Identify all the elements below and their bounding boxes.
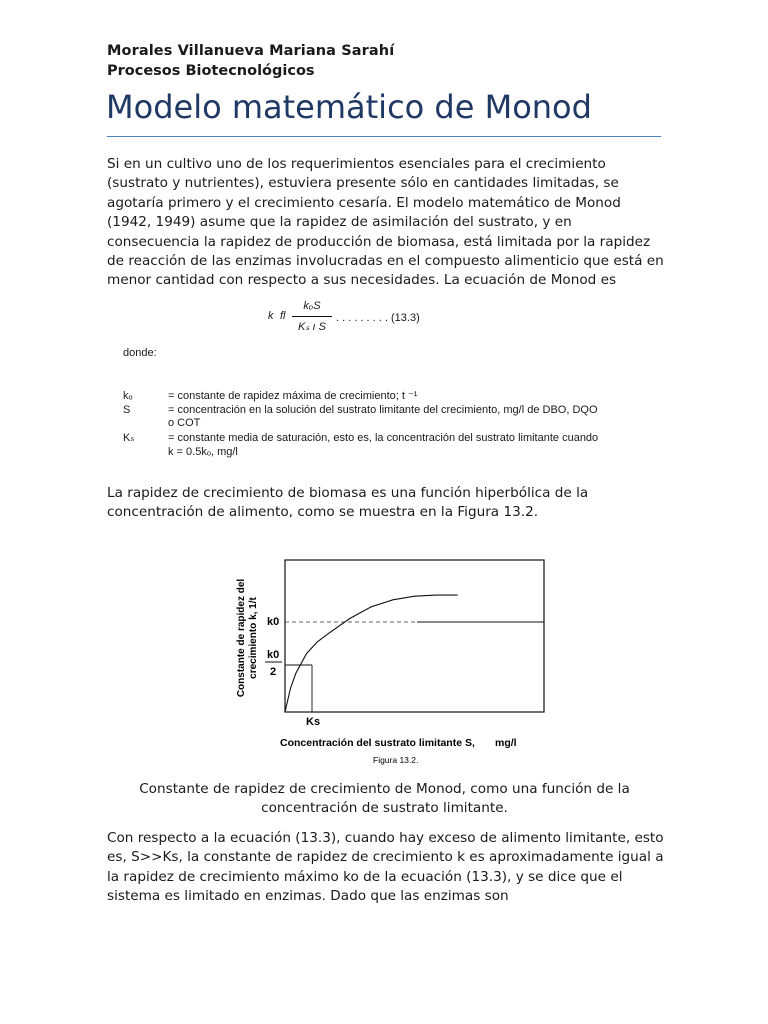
half-k0-label-bottom: 2 xyxy=(270,666,277,678)
author-name: Morales Villanueva Mariana Sarahí xyxy=(107,43,395,59)
x-axis-label: Concentración del sustrato limitante S, xyxy=(280,737,475,749)
definition-text: = concentración en la solución del sustrato limitante del crecimiento, mg/l de DBO, DQO xyxy=(168,404,598,416)
fraction-bar xyxy=(292,316,332,317)
definition-symbol: kₒ xyxy=(123,390,133,402)
course-name: Procesos Biotecnológicos xyxy=(107,63,315,79)
intro-paragraph: Si en un cultivo uno de los requerimientos esenciales para el crecimiento (sustrato y nutrientes), estuviera presente sólo en cantidades limitadas, se agotaría primero y el crecimiento cesaría. El modelo matemático de Monod (1942, 1949) asume que la rapidez de asimilación del sustrato, y en consecuencia la rapidez de producción de biomasa, está limitada por la rapidez de reacción de las enzimas involucradas en el compuesto alimenticio que está en menor cantidad con respecto a sus necesidades. La ecuación de Monod es xyxy=(107,156,664,289)
equation-lhs: k xyxy=(268,310,274,322)
hyperbolic-paragraph: La rapidez de crecimiento de biomasa es una función hiperbólica de la concentración de alimento, como se muestra en la Figura 13.2. xyxy=(107,485,589,521)
definition-text: k = 0.5kₒ, mg/l xyxy=(168,446,238,458)
y-axis-label-line2: crecimiento k, 1/t xyxy=(248,597,259,679)
equation-equals: fl xyxy=(280,310,286,322)
plot-frame xyxy=(285,560,544,712)
growth-curve xyxy=(285,595,458,712)
definition-symbol: Kₛ xyxy=(123,432,135,444)
figure-caption: Constante de rapidez de crecimiento de Monod, como una función de la concentración de sustrato limitante. xyxy=(139,781,630,816)
monod-figure xyxy=(232,555,552,770)
definitions-heading: donde: xyxy=(123,347,157,359)
x-axis-unit: mg/l xyxy=(495,737,517,749)
page-title: Modelo matemático de Monod xyxy=(106,88,592,126)
half-k0-label-top: k0 xyxy=(267,649,280,661)
title-underline xyxy=(107,136,661,137)
figure-number: Figura 13.2. xyxy=(373,755,419,765)
ks-label: Ks xyxy=(306,716,321,728)
definition-text: = constante media de saturación, esto es, la concentración del sustrato limitante cuando xyxy=(168,432,599,444)
equation-denominator: Kₛ ı S xyxy=(298,321,326,333)
k0-label: k0 xyxy=(267,616,280,628)
conclusion-paragraph: Con respecto a la ecuación (13.3), cuando hay exceso de alimento limitante, esto es, S>>Ks, la constante de rapidez de crecimiento k es aproximadamente igual a la rapidez de crecimiento máximo ko de la ecuación (13.3), y se dice que el sistema es limitado en enzimas. Dado que las enzimas son xyxy=(107,830,664,905)
definition-text: o COT xyxy=(168,417,201,429)
definition-symbol: S xyxy=(123,404,131,416)
equation-numerator: kₒS xyxy=(303,300,321,312)
equation-number: . . . . . . . . . (13.3) xyxy=(336,312,420,324)
y-axis-label-line1: Constante de rapidez del xyxy=(236,578,247,698)
definition-text: = constante de rapidez máxima de crecimiento; t ⁻¹ xyxy=(168,390,418,402)
